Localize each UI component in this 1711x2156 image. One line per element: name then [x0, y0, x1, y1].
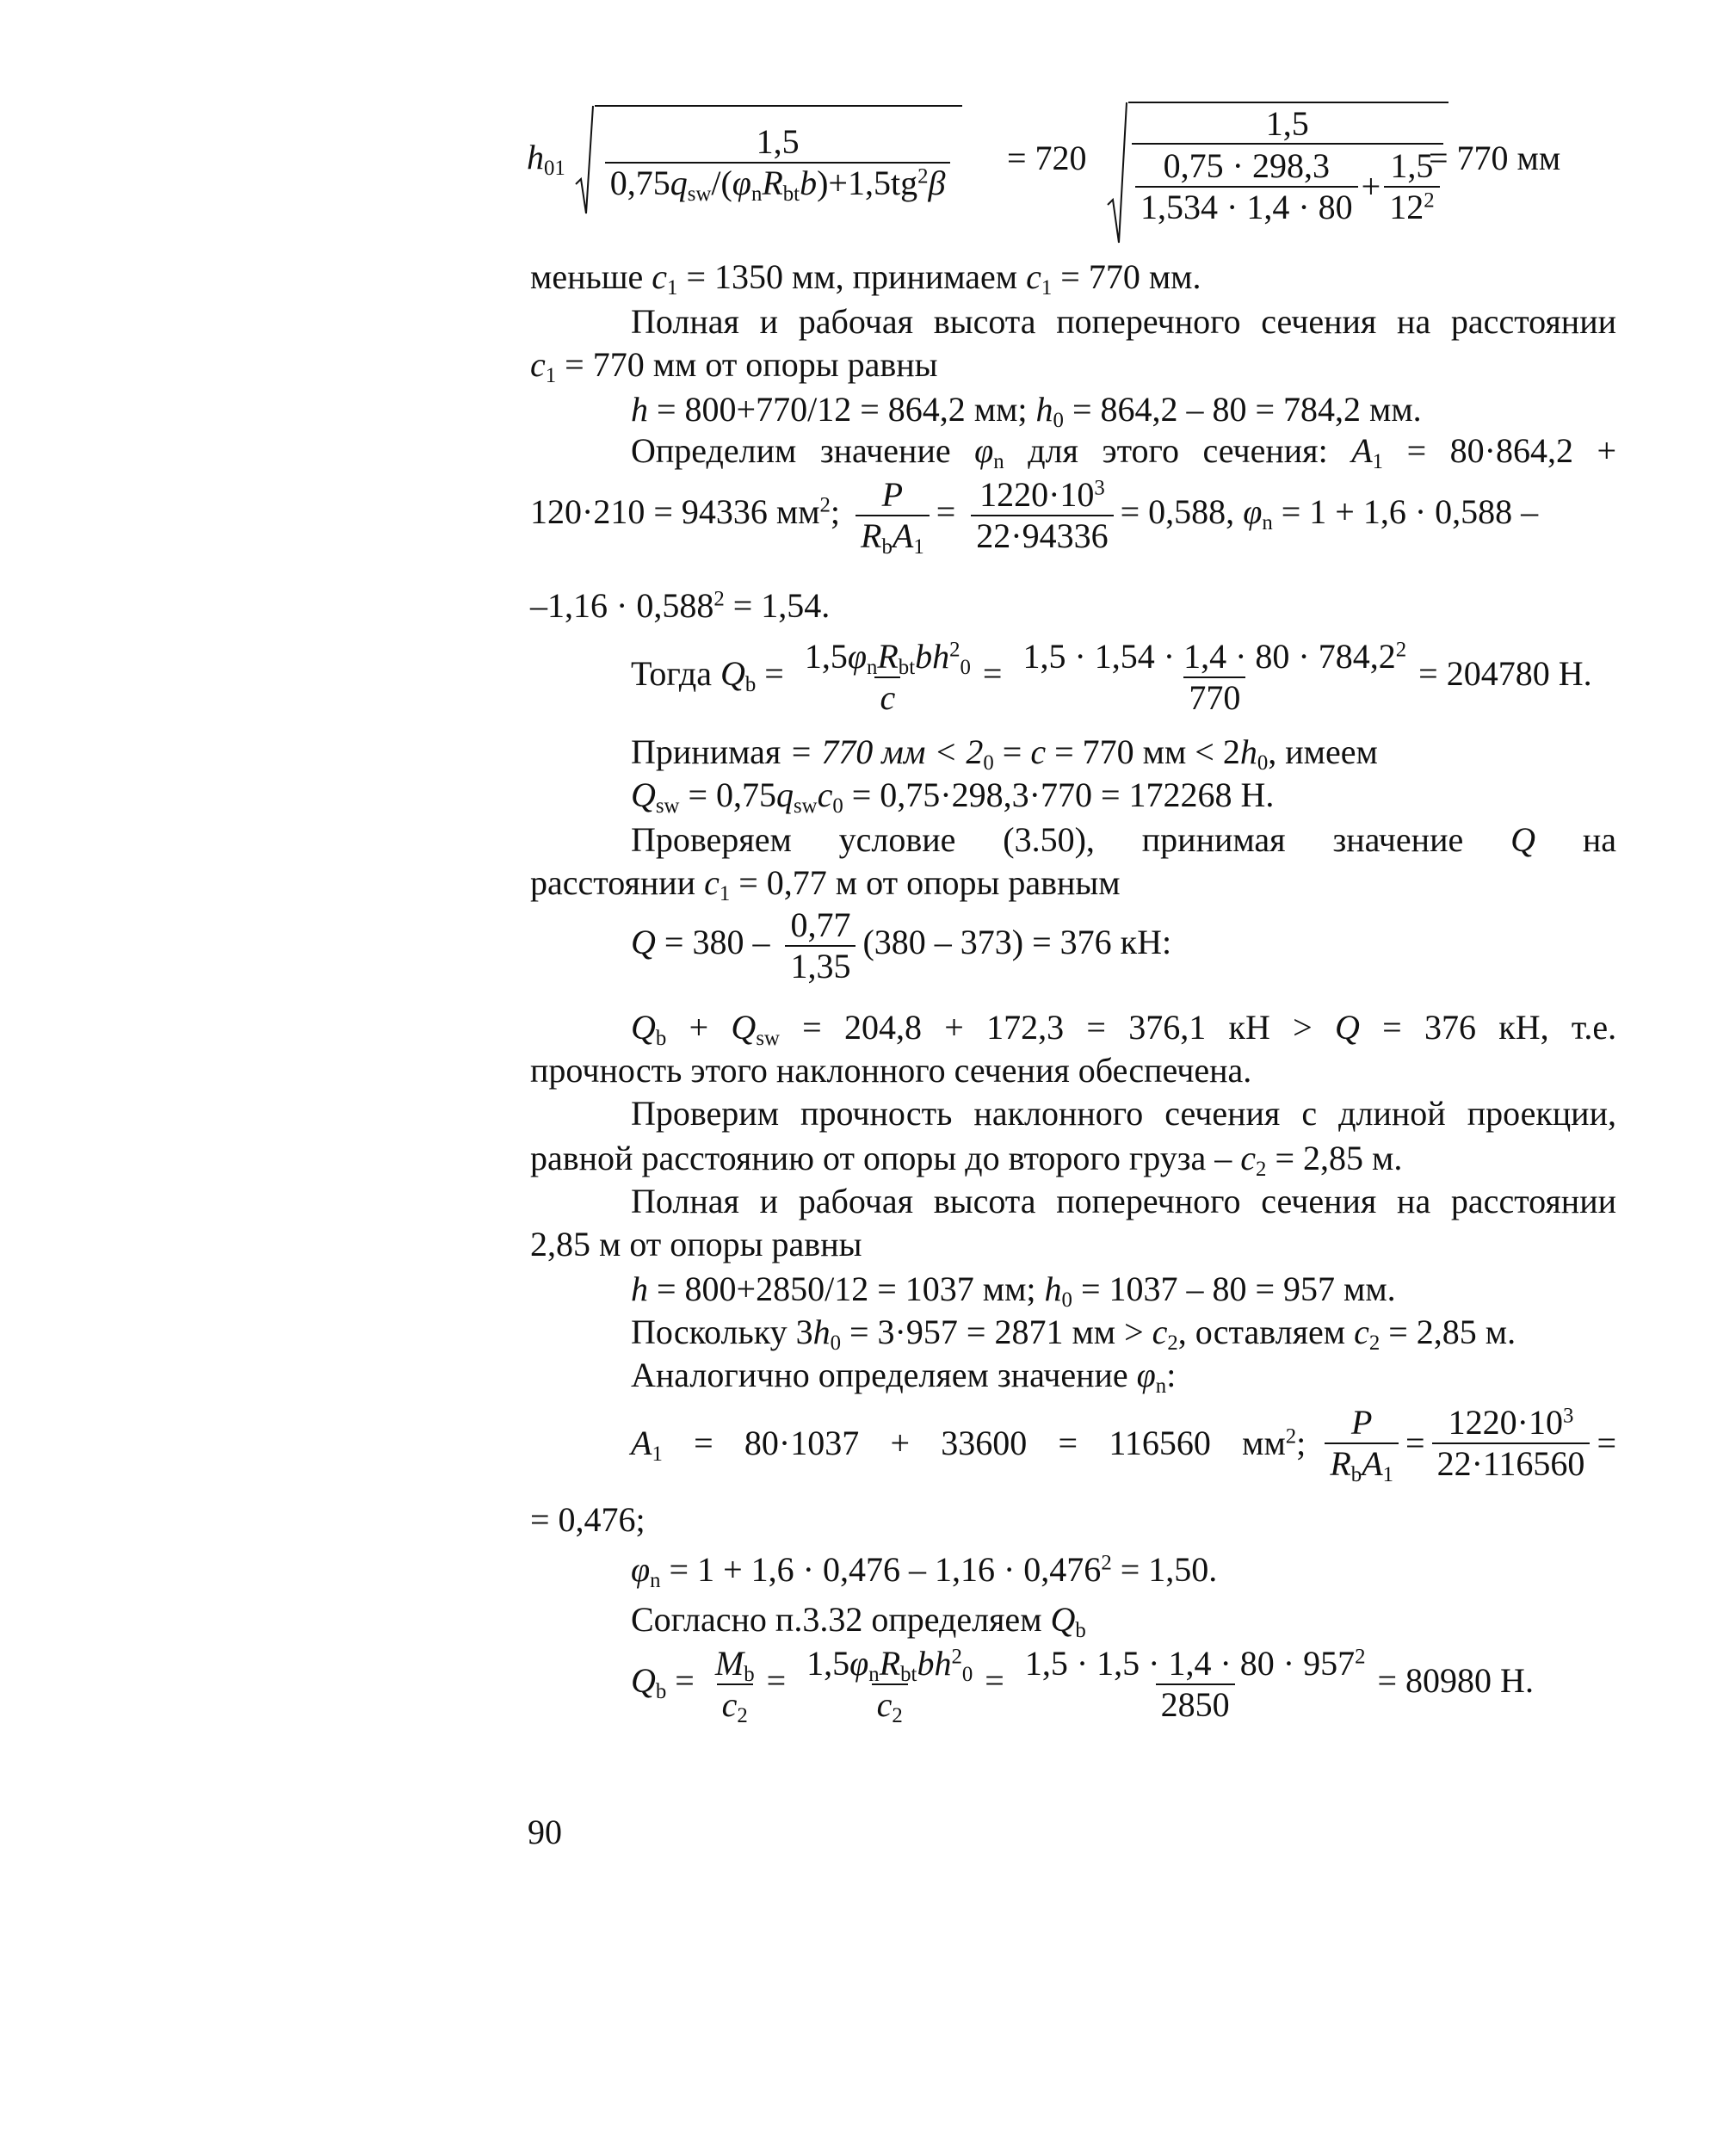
formula-result-770: = 770 мм	[1429, 139, 1561, 177]
text-line: Принимая = 770 мм < $2_0 = c = 770$ мм < $2h_0$, имеем	[631, 732, 1378, 775]
formula-line: h = 800+770/12 = 864,2 мм; $h_0 = 864,2 - 80 = 784,2$ мм.	[631, 390, 1422, 432]
text-line: Поскольку $3h_0 = 3\cdot 957 = 2871$ мм > $c_2$, оставляем $c_2 = 2,85$ м.	[631, 1313, 1516, 1355]
formula-eq720: = 720	[1007, 139, 1087, 177]
paragraph-line: Определим значение $\varphi_n$ для этого сечения: $A_1 = 80\cdot 864,2$ +	[631, 431, 1617, 473]
paragraph-line: прочность этого наклонного сечения обеспечена.	[530, 1051, 1252, 1090]
paragraph-line: Проверим прочность наклонного сечения с длиной проекции,	[631, 1094, 1616, 1133]
formula-q-interp: Q = 380 – $\frac{0,77}{1,35}$ (380 – 373) = 376 кН:	[631, 905, 1172, 985]
formula-line: h = 800+2850/12 = 1037 мм; $h_0 = 1037 - 80 = 957$ мм.	[631, 1270, 1396, 1312]
paragraph-line: 2,85 м от опоры равны	[530, 1225, 862, 1263]
formula-qb-1: Тогда $Q_b$ = $\frac{1,5\varphi_nR_{bt}bh^2_0}{c}$ = $\frac{1,5 \cdot 1,54 \cdot 1,4 \cdot 80 \cdot 784,2^2}{770}$ = 204780 Н.	[631, 637, 1592, 717]
radical-sign-icon	[574, 105, 595, 217]
text-line: Аналогично определяем значение $\varphi_n$:	[631, 1356, 1177, 1398]
paragraph-line: расстоянии $c_1 = 0,77$ м от опоры равным	[530, 863, 1121, 905]
text-line: меньше $c_1 = 1350$ мм, принимаем $c_1 = 770$ мм.	[530, 257, 1201, 300]
paragraph-line: $Q_b + Q_{sw} = 204,8 + 172,3 = 376,1$ кН > Q = 376 кН, т.е.	[631, 1008, 1617, 1050]
paragraph-line: Полная и рабочая высота поперечного сечения на расстоянии	[631, 302, 1616, 341]
paragraph-line: равной расстоянию от опоры до второго груза – $c_2 = 2,85$ м.	[530, 1139, 1403, 1181]
text-line: Согласно п.3.32 определяем $Q_b$	[631, 1600, 1086, 1642]
formula-line: $-1,16 \cdot 0,588^2 = 1,54$.	[530, 586, 831, 625]
text-line: = 0,476;	[530, 1500, 645, 1539]
radical-sign-icon	[1106, 102, 1128, 246]
sqrt-left: $\frac{1,5}{0,75q_{sw}/(\varphi_nR_{bt}b)+1,5tg^2\beta}$	[574, 105, 963, 217]
paragraph-line: $c_1 = 770$ мм от опоры равны	[530, 345, 938, 387]
paragraph-line: Полная и рабочая высота поперечного сечения на расстоянии	[631, 1182, 1616, 1220]
formula-line: $Q_{sw} = 0,75q_{sw}c_0 = 0,75\cdot 298,3\cdot 770 = 172268$ Н.	[631, 775, 1275, 818]
formula-phi-n: $\varphi_n = 1 + 1,6 \cdot 0,476 - 1,16 \cdot 0,476^2 = 1,50$.	[631, 1550, 1218, 1592]
formula-h01: $h_{01}$ $\frac{1,5}{0,75q_{sw}/(\varphi_nR_{bt}b)+1,5tg^2\beta}$	[527, 105, 962, 217]
formula-qb-2: $Q_b$ = $\frac{M_b}{c_2}$ = $\frac{1,5\varphi_nR_{bt}bh^2_0}{c_2}$ = $\frac{1,5 \cdot 1,5 \cdot 1,4 \cdot 80 \cdot 957^2}{2850}$ = 80980 Н.	[631, 1644, 1534, 1727]
page-number: 90	[528, 1813, 562, 1851]
paragraph-line: Проверяем условие (3.50), принимая значение Q на	[631, 820, 1617, 859]
formula-line: 120·210 = 94336 $мм^2$; $\frac{P}{R_bA_1}$ = $\frac{1220\cdot 10^3}{22\cdot 94336}$ = 0,588, $\varphi_n = 1 + 1,6 \cdot 0,588$ –	[530, 475, 1539, 559]
formula-sqrt-right: 1,5 $\frac{0,75 \cdot 298,3}{1,534 \cdot 1,4 \cdot 80}$ + $\frac{1,5}{12^2}$	[1106, 102, 1448, 246]
formula-a1: $A_1$ = 80·1037 + 33600 = 116560 $мм^2$; $\frac{P}{R_bA_1}$ = $\frac{1220\cdot 10^3}{22\cdot 116560}$ =	[631, 1403, 1616, 1486]
